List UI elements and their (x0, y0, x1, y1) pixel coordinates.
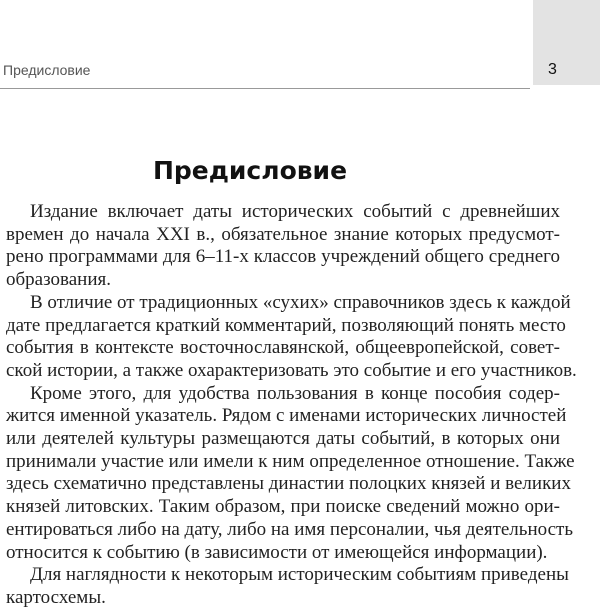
text-line: события в контексте восточнославянской, общеевропейской, совет- (6, 337, 560, 359)
paragraph (6, 564, 569, 609)
text-line: Издание включает даты исторических событий с древнейших (30, 201, 560, 222)
paragraph (6, 291, 577, 383)
text-line: ентироваться либо на дату, либо на имя персоналии, чья деятельность (6, 518, 573, 540)
page-number-tab (533, 0, 600, 85)
text-line: князей литовских. Таким образом, при поиске сведений можно ори- (6, 496, 560, 518)
text-line: Для наглядности к некоторым историческим событиям приведены (30, 564, 569, 586)
text-line: образования. (6, 269, 111, 291)
running-header-title: Предисловие (3, 62, 91, 78)
text-line: Кроме этого, для удобства пользования в конце пособия содер- (30, 382, 560, 404)
page-number: 3 (548, 61, 557, 78)
text-line: дате предлагается краткий комментарий, позволяющий понять место (6, 314, 566, 336)
section-title: Предисловие (152, 156, 348, 185)
body-text (6, 201, 577, 610)
text-line: времен до начала XXI в., обязательное знание которых предусмот- (6, 223, 560, 245)
text-line: ской истории, а также охарактеризовать это событие и его участников. (6, 359, 577, 381)
header-rule (0, 88, 530, 89)
text-line: картосхемы. (6, 586, 106, 608)
text-line: здесь схематично представлены династии полоцких князей и великих (6, 473, 571, 495)
text-line: или деятелей культуры размещаются даты событий, в которых они (6, 428, 560, 450)
text-line: жится именной указатель. Рядом с именами исторических личностей (6, 405, 567, 427)
text-line: рено программами для 6–11-х классов учреждений общего среднего (6, 246, 560, 268)
paragraph (6, 201, 560, 292)
text-line: относится к событию (в зависимости от имеющейся информации). (6, 541, 548, 563)
paragraph (6, 382, 575, 565)
text-line: В отличие от традиционных «сухих» справочников здесь к каждой (30, 291, 571, 313)
text-line: принимали участие или имели к ним определенное отношение. Также (6, 450, 575, 472)
